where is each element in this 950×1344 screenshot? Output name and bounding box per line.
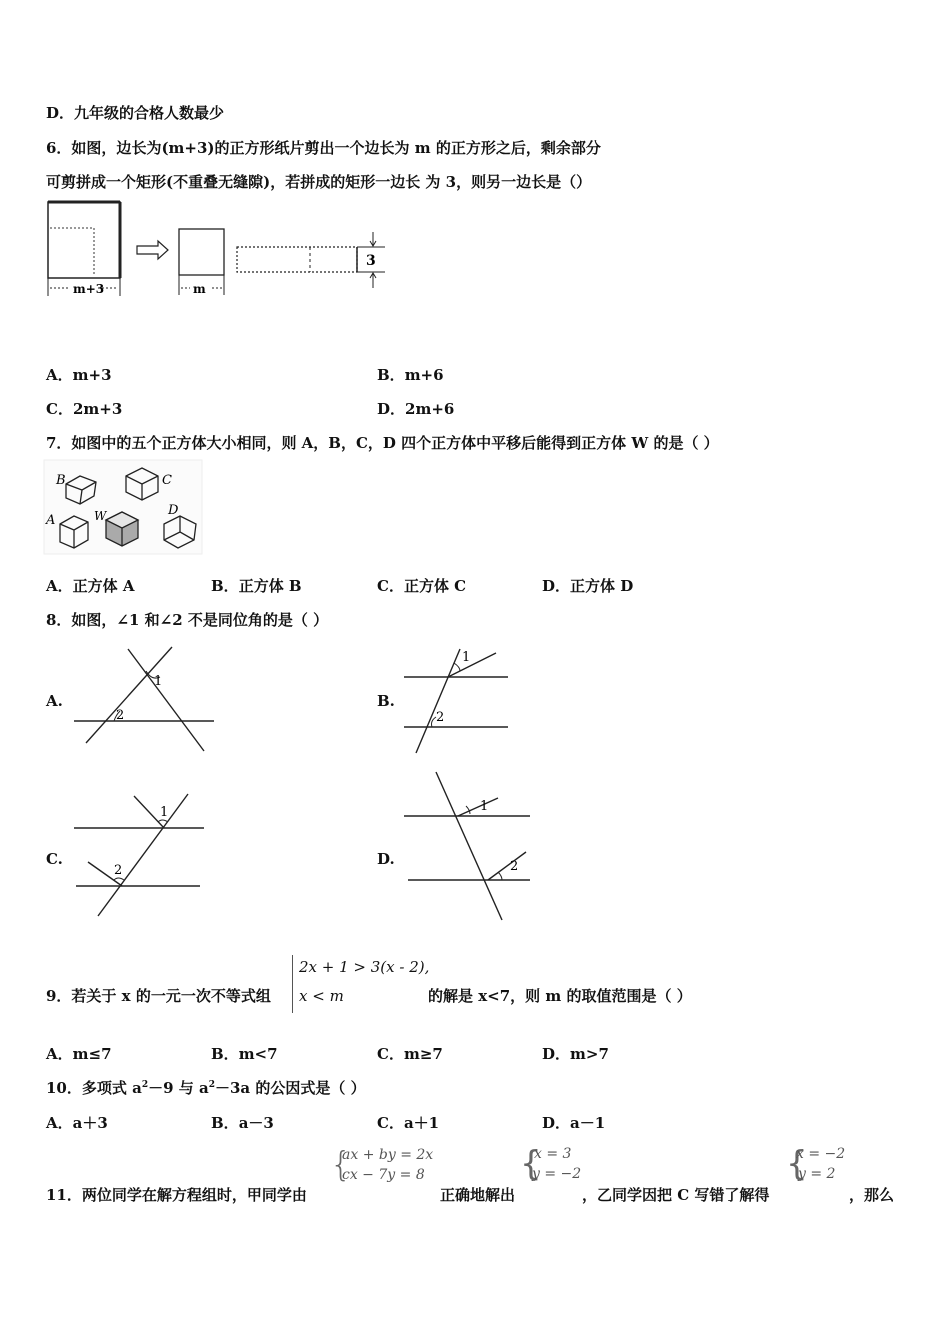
option-text: a＋3: [72, 1114, 108, 1132]
option-label: C．: [377, 1114, 404, 1132]
superscript: 2: [141, 1080, 149, 1090]
cube-label-c: C: [162, 473, 172, 488]
option-label: A．: [46, 366, 73, 384]
q11-system-2: [520, 1146, 590, 1186]
option-label: D．: [542, 577, 571, 595]
q11-part4: ，那么: [849, 1186, 895, 1204]
arrow-icon: [137, 241, 168, 259]
small-square: [179, 229, 224, 275]
q9-stem-before: 9．若关于 x 的一元一次不等式组: [46, 987, 271, 1005]
q8-option-d[interactable]: D.: [377, 850, 395, 868]
option-label: C．: [377, 577, 404, 595]
label-3: 3: [366, 253, 376, 269]
system-line-2: cx − 7y = 8: [342, 1167, 425, 1183]
q10-option-c[interactable]: [377, 1112, 439, 1133]
option-label: C．: [46, 400, 73, 418]
option-text: m>7: [570, 1045, 609, 1063]
stem-part: 10．多项式 a: [46, 1079, 142, 1097]
option-text: 九年级的合格人数最少: [74, 104, 225, 122]
option-text: m≥7: [403, 1045, 443, 1063]
q10-option-a[interactable]: [46, 1112, 108, 1133]
label-m-plus-3: m+3: [73, 282, 105, 296]
option-text: m<7: [238, 1045, 278, 1063]
q9-option-c[interactable]: [377, 1043, 443, 1064]
option-text: 正方体 D: [570, 577, 634, 595]
q8-option-a[interactable]: A.: [46, 692, 63, 710]
stem-part: －3a 的公因式是（ ）: [214, 1079, 366, 1097]
q11-part3: ，乙同学因把 C 写错了解得: [582, 1186, 770, 1204]
option-text: 2m+6: [405, 400, 455, 418]
option-text: a－3: [238, 1114, 274, 1132]
cube-label-d: D: [168, 503, 179, 518]
q7-option-b[interactable]: [211, 575, 302, 596]
option-label: D．: [542, 1045, 571, 1063]
q8-figure-b: [400, 643, 520, 759]
cube-w: [106, 512, 138, 546]
cube-label-a: A: [46, 513, 56, 528]
option-text: 2m+3: [72, 400, 123, 418]
q6-option-a[interactable]: [46, 364, 112, 385]
q8-option-b[interactable]: B.: [377, 692, 395, 710]
option-label: A．: [46, 1114, 73, 1132]
q6-option-c[interactable]: [46, 398, 122, 419]
q6-stem-line2: 可剪拼成一个矩形(不重叠无缝隙)，若拼成的矩形一边长 为 3，则另一边长是（）: [46, 173, 592, 191]
option-text: 正方体 C: [403, 577, 467, 595]
q10-option-d[interactable]: [542, 1112, 605, 1133]
option-label: D．: [46, 104, 75, 122]
angle-2-label: 2: [510, 859, 519, 874]
option-label: A．: [46, 577, 73, 595]
q7-stem: 7．如图中的五个正方体大小相同，则 A，B，C，D 四个正方体中平移后能得到正方体 W 的是（ ）: [46, 434, 719, 452]
q6-option-b[interactable]: [377, 364, 444, 385]
system-line-1: x = −2: [796, 1146, 846, 1162]
stem-part: －9 与 a: [148, 1079, 209, 1097]
q9-inequality-system: [292, 955, 430, 1013]
option-text: a－1: [570, 1114, 606, 1132]
q10-option-b[interactable]: [211, 1112, 274, 1133]
option-label: B．: [377, 366, 405, 384]
q11-system-1: [330, 1147, 434, 1187]
superscript: 2: [208, 1080, 215, 1090]
angle-2-label: 2: [436, 710, 445, 725]
option-label: B．: [211, 1045, 239, 1063]
q5-option-d: [46, 102, 224, 123]
brace-icon: {: [520, 1144, 542, 1184]
angle-2-label: 2: [114, 863, 123, 878]
q9-option-d[interactable]: [542, 1043, 609, 1064]
option-label: A．: [46, 1045, 73, 1063]
label-m: m: [193, 282, 206, 296]
system-line-1: x = 3: [534, 1146, 572, 1162]
option-label: D．: [542, 1114, 571, 1132]
system-line-2: y = −2: [532, 1166, 582, 1182]
q8-figure-c: [70, 790, 210, 920]
big-square: [48, 202, 120, 278]
q7-option-c[interactable]: [377, 575, 466, 596]
q7-option-a[interactable]: [46, 575, 135, 596]
q6-stem-line1: 6．如图，边长为(m+3)的正方形纸片剪出一个边长为 m 的正方形之后，剩余部分: [46, 139, 601, 157]
angle-1-label: 1: [480, 799, 489, 814]
q11-part2: 正确地解出: [440, 1186, 516, 1204]
q11-part1: 11．两位同学在解方程组时，甲同学由: [46, 1186, 307, 1204]
system-line-2: y = 2: [798, 1166, 836, 1182]
q8-figure-a: [70, 645, 220, 757]
angle-2-label: 2: [116, 708, 125, 723]
q9-stem-after: 的解是 x<7，则 m 的取值范围是（ ）: [428, 987, 692, 1005]
system-line-2: x < m: [299, 987, 344, 1005]
q9-option-b[interactable]: [211, 1043, 278, 1064]
option-text: m≤7: [72, 1045, 112, 1063]
cube-label-w: W: [94, 509, 107, 523]
q7-option-d[interactable]: [542, 575, 633, 596]
system-line-1: ax + by = 2x: [342, 1147, 434, 1163]
result-rectangle: [237, 247, 357, 272]
q10-stem: [46, 1077, 366, 1098]
option-text: 正方体 A: [72, 577, 135, 595]
cube-label-b: B: [56, 473, 66, 488]
option-text: a＋1: [403, 1114, 440, 1132]
angle-1-label: 1: [160, 805, 169, 820]
option-text: 正方体 B: [238, 577, 302, 595]
option-label: B．: [211, 577, 239, 595]
option-label: D．: [377, 400, 406, 418]
q8-stem: 8．如图，∠1 和∠2 不是同位角的是（ ）: [46, 611, 329, 629]
q11-system-3: [786, 1146, 856, 1186]
q9-option-a[interactable]: [46, 1043, 112, 1064]
q8-option-c[interactable]: C.: [46, 850, 63, 868]
q8-figure-d: [400, 768, 540, 924]
option-text: m+3: [72, 366, 112, 384]
option-text: m+6: [404, 366, 444, 384]
brace-icon: {: [786, 1144, 808, 1184]
option-label: C．: [377, 1045, 404, 1063]
inner-dotted-square: [50, 228, 94, 276]
system-line-1: 2x + 1 > 3(x - 2),: [299, 958, 430, 976]
q7-figure: [44, 460, 204, 556]
brace-icon: {: [330, 1145, 352, 1185]
q6-figure: [40, 198, 400, 303]
q6-option-d[interactable]: [377, 398, 454, 419]
angle-1-label: 1: [154, 674, 163, 689]
option-label: B．: [211, 1114, 239, 1132]
angle-1-label: 1: [462, 650, 471, 665]
